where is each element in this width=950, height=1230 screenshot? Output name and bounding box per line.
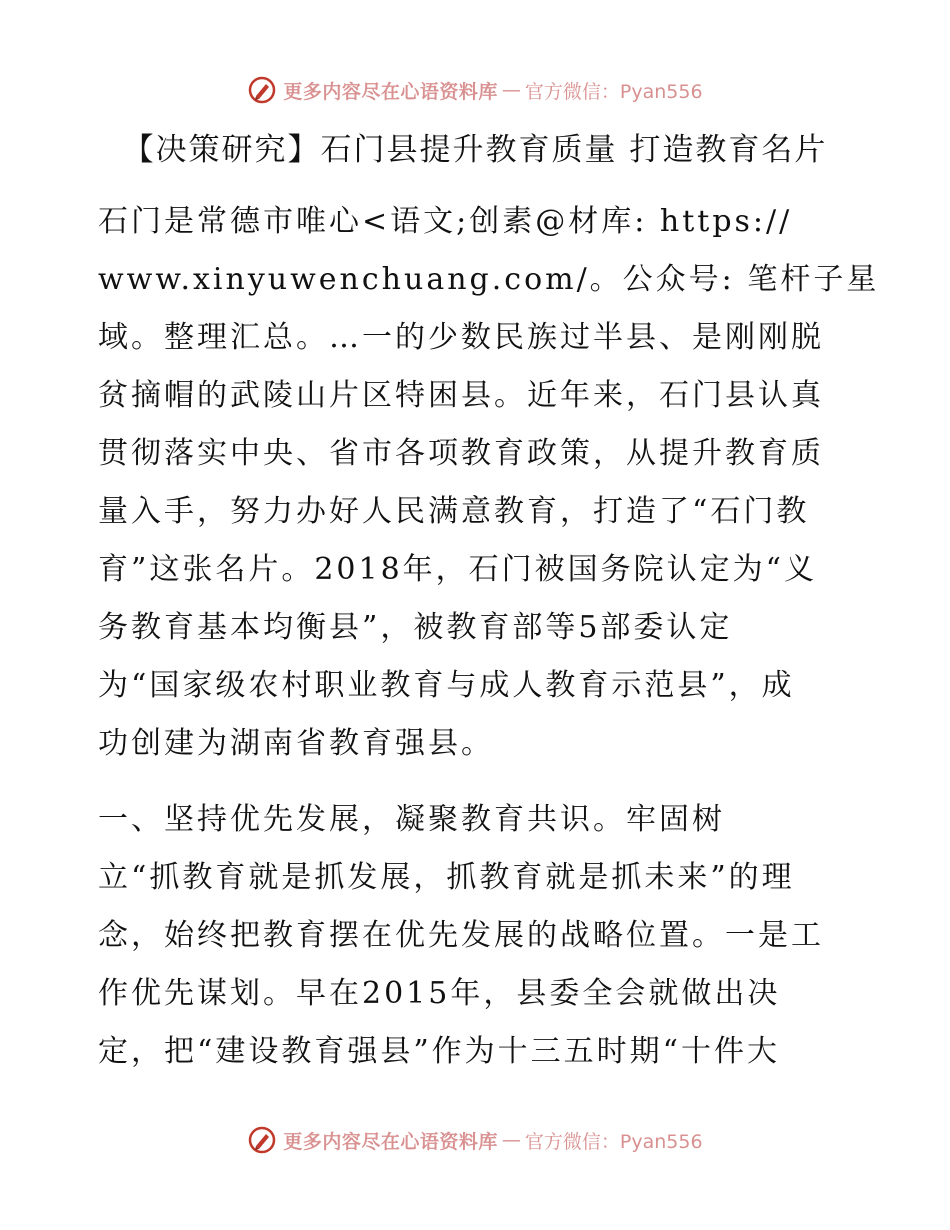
text-line: 功创建为湖南省教育强县。 <box>98 726 494 761</box>
document-title: 【决策研究】石门县提升教育质量 打造教育名片 <box>122 132 828 168</box>
text-line: 域。整理汇总。…一的少数民族过半县、是刚刚脱 <box>98 320 824 355</box>
footer-watermark-banner <box>0 1120 950 1160</box>
text-line: www.xinyuwenchuang.com/。公众号: 笔杆子星 <box>98 262 880 297</box>
banner-text: 更多内容尽在心语资料库 <box>283 80 498 103</box>
text-line: 育”这张名片。2018年，石门被国务院认定为“义 <box>98 552 818 587</box>
text-line: 贫摘帽的武陵山片区特困县。近年来，石门县认真 <box>98 378 824 413</box>
text-line: 作优先谋划。早在2015年，县委全会就做出决 <box>98 976 781 1011</box>
banner-separator: — <box>501 79 521 101</box>
header-watermark-banner <box>0 70 950 110</box>
banner-text: 更多内容尽在心语资料库 <box>283 1130 498 1153</box>
banner-contact: 官方微信：Pyan556 <box>524 80 703 103</box>
text-line: 量入手，努力办好人民满意教育，打造了“石门教 <box>98 494 810 529</box>
text-line: 贯彻落实中央、省市各项教育政策，从提升教育质 <box>98 436 824 471</box>
banner-contact: 官方微信：Pyan556 <box>524 1130 703 1153</box>
text-line: 念，始终把教育摆在优先发展的战略位置。一是工 <box>98 918 824 953</box>
text-line: 定，把“建设教育强县”作为十三五时期“十件大 <box>98 1034 781 1069</box>
paragraph-2 <box>98 791 858 1081</box>
text-line: 为“国家级农村职业教育与成人教育示范县”，成 <box>98 668 795 703</box>
text-line: 一、坚持优先发展，凝聚教育共识。牢固树 <box>98 802 725 837</box>
text-line: 立“抓教育就是抓发展，抓教育就是抓未来”的理 <box>98 860 795 895</box>
paragraph-1 <box>98 193 880 773</box>
text-line: 石门是常德市唯心<语文;创素@材库: https:// <box>98 204 793 239</box>
pen-logo-icon <box>247 75 277 105</box>
banner-separator: — <box>501 1129 521 1151</box>
pen-logo-icon <box>247 1125 277 1155</box>
text-line: 务教育基本均衡县”，被教育部等5部委认定 <box>98 610 733 645</box>
